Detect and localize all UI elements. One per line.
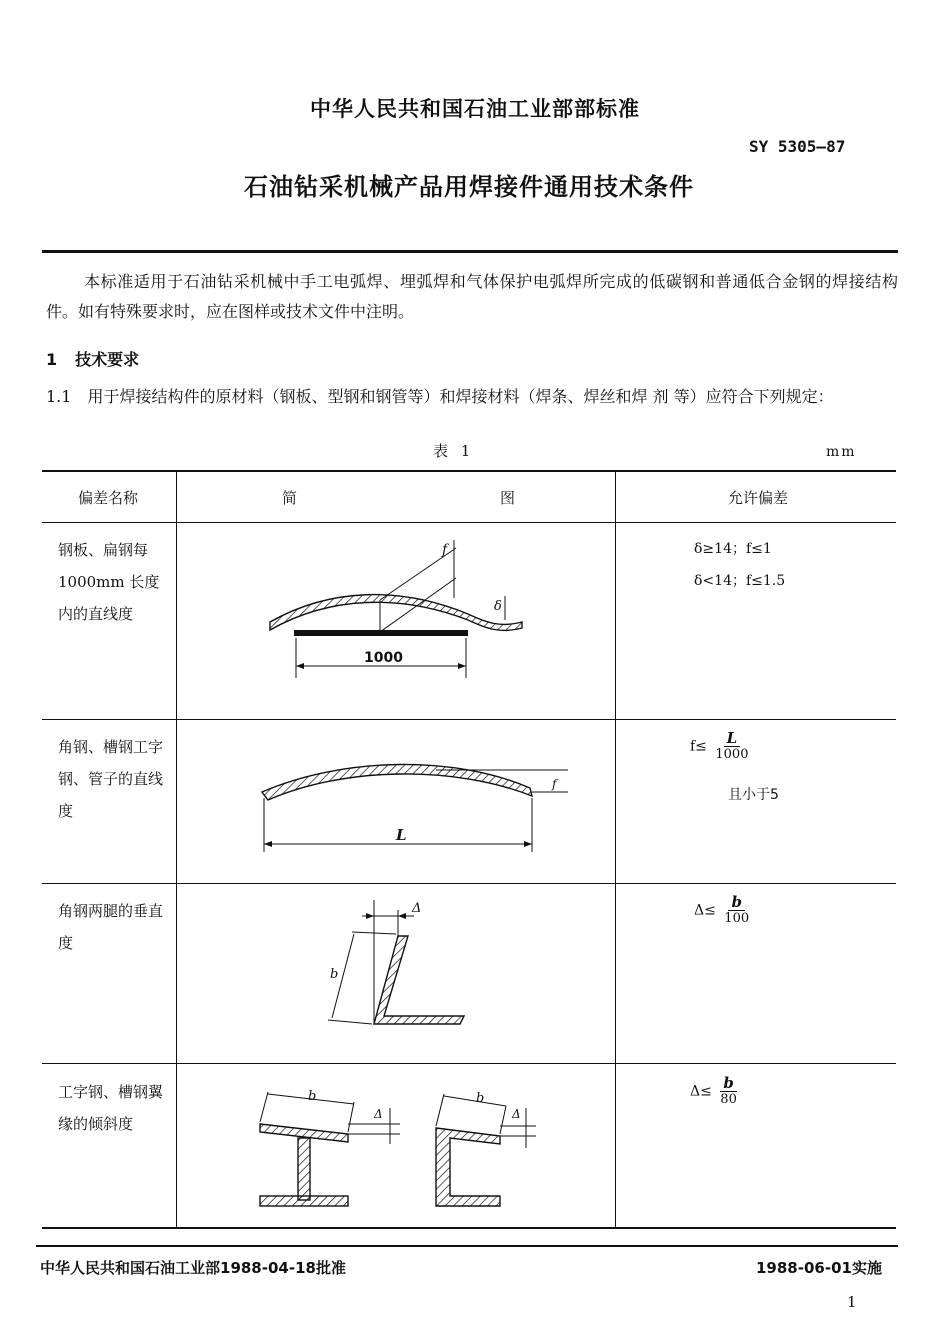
table-col-divider-2 xyxy=(615,472,616,1228)
row4-tolerance-numerator: b xyxy=(720,1075,737,1092)
clause-1-1 xyxy=(46,382,898,412)
length-label: L xyxy=(396,826,407,844)
row4-tolerance-fraction xyxy=(720,1075,737,1108)
row1-deviation-name: 钢板、扁钢每1000mm 长度内的直线度 xyxy=(58,541,160,623)
approval-line: 中华人民共和国石油工业部1988-04-18批准 xyxy=(40,1259,346,1277)
header-diagram-b: 图 xyxy=(500,489,516,507)
b-label: b xyxy=(330,967,339,982)
footer-rule xyxy=(36,1245,898,1247)
header-diagram-a: 简 xyxy=(282,489,298,507)
b-label-ibeam: b xyxy=(308,1089,317,1104)
table-row-rule-3 xyxy=(42,1063,896,1064)
intro-paragraph: 本标准适用于石油钻采机械中手工电弧焊、埋弧焊和气体保护电弧焊所完成的低碳钢和普通低合金钢的焊接结构件。如有特殊要求时，应在图样或技术文件中注明。 xyxy=(46,272,898,321)
section-number: 1 xyxy=(46,350,58,369)
row4-tolerance-denominator: 80 xyxy=(720,1092,737,1107)
section-title: 技术要求 xyxy=(75,350,140,369)
row3-tolerance xyxy=(694,894,749,927)
table-bottom-rule xyxy=(42,1227,896,1229)
header-rule-thick xyxy=(42,250,898,253)
page-number: 1 xyxy=(847,1293,857,1311)
row4-tolerance-lhs: Δ≤ xyxy=(690,1083,712,1100)
row2-tolerance-note: 且小于5 xyxy=(728,787,779,803)
delta-label-channel: Δ xyxy=(512,1107,521,1121)
clause-text: 用于焊接结构件的原材料（钢板、型钢和钢管等）和焊接材料（焊条、焊丝和焊 剂 等）应符合下列规定： xyxy=(87,387,834,406)
plate-straightness-diagram xyxy=(260,536,540,686)
section-straightness-diagram xyxy=(256,752,576,858)
row2-deviation-name: 角钢、槽钢工字钢、管子的直线度 xyxy=(58,738,164,820)
row3-deviation-name: 角钢两腿的垂直度 xyxy=(58,902,164,952)
header-deviation-name: 偏差名称 xyxy=(78,489,139,507)
table-row-rule-2 xyxy=(42,883,896,884)
row3-tolerance-denominator: 100 xyxy=(724,911,750,926)
standard-number: SY 5305—87 xyxy=(749,137,846,156)
effective-date: 1988-06-01实施 xyxy=(756,1259,882,1277)
table-col-divider-1 xyxy=(176,472,177,1228)
table-top-rule xyxy=(42,470,896,472)
table-header-rule xyxy=(42,522,896,523)
row4-deviation-name: 工字钢、槽钢翼缘的倾斜度 xyxy=(58,1083,164,1133)
length-label: 1000 xyxy=(364,650,403,666)
flange-tilt-diagram xyxy=(250,1078,550,1212)
row2-tolerance-denominator: 1000 xyxy=(715,747,749,762)
clause-number: 1.1 xyxy=(46,387,72,406)
issuing-org-heading: 中华人民共和国石油工业部部标准 xyxy=(310,97,640,121)
delta-label: δ xyxy=(494,599,502,614)
row4-tolerance xyxy=(690,1075,737,1108)
table-caption: 表 1 xyxy=(433,442,475,460)
section-heading xyxy=(46,347,139,370)
row2-tolerance-lhs: f≤ xyxy=(690,738,707,755)
row1-tolerance-line2: δ<14；f≤1.5 xyxy=(694,573,786,589)
row3-tolerance-fraction xyxy=(724,894,749,927)
table-unit: mm xyxy=(826,444,857,460)
angle-perpendicularity-diagram xyxy=(318,896,478,1036)
b-label-channel: b xyxy=(476,1091,485,1106)
row3-tolerance-lhs: Δ≤ xyxy=(694,902,716,919)
delta-label-ibeam: Δ xyxy=(374,1107,383,1121)
row3-tolerance-numerator: b xyxy=(728,894,745,911)
row2-tolerance xyxy=(690,730,748,763)
delta-label: Δ xyxy=(412,901,422,916)
f-label: f xyxy=(442,542,448,558)
f-label: f xyxy=(552,777,557,791)
document-title: 石油钻采机械产品用焊接件通用技术条件 xyxy=(244,173,694,201)
row1-tolerance-line1: δ≥14；f≤1 xyxy=(694,541,772,557)
header-tolerance: 允许偏差 xyxy=(728,489,789,507)
row2-tolerance-numerator: L xyxy=(724,730,741,747)
row2-tolerance-fraction xyxy=(715,730,748,763)
table-row-rule-1 xyxy=(42,719,896,720)
